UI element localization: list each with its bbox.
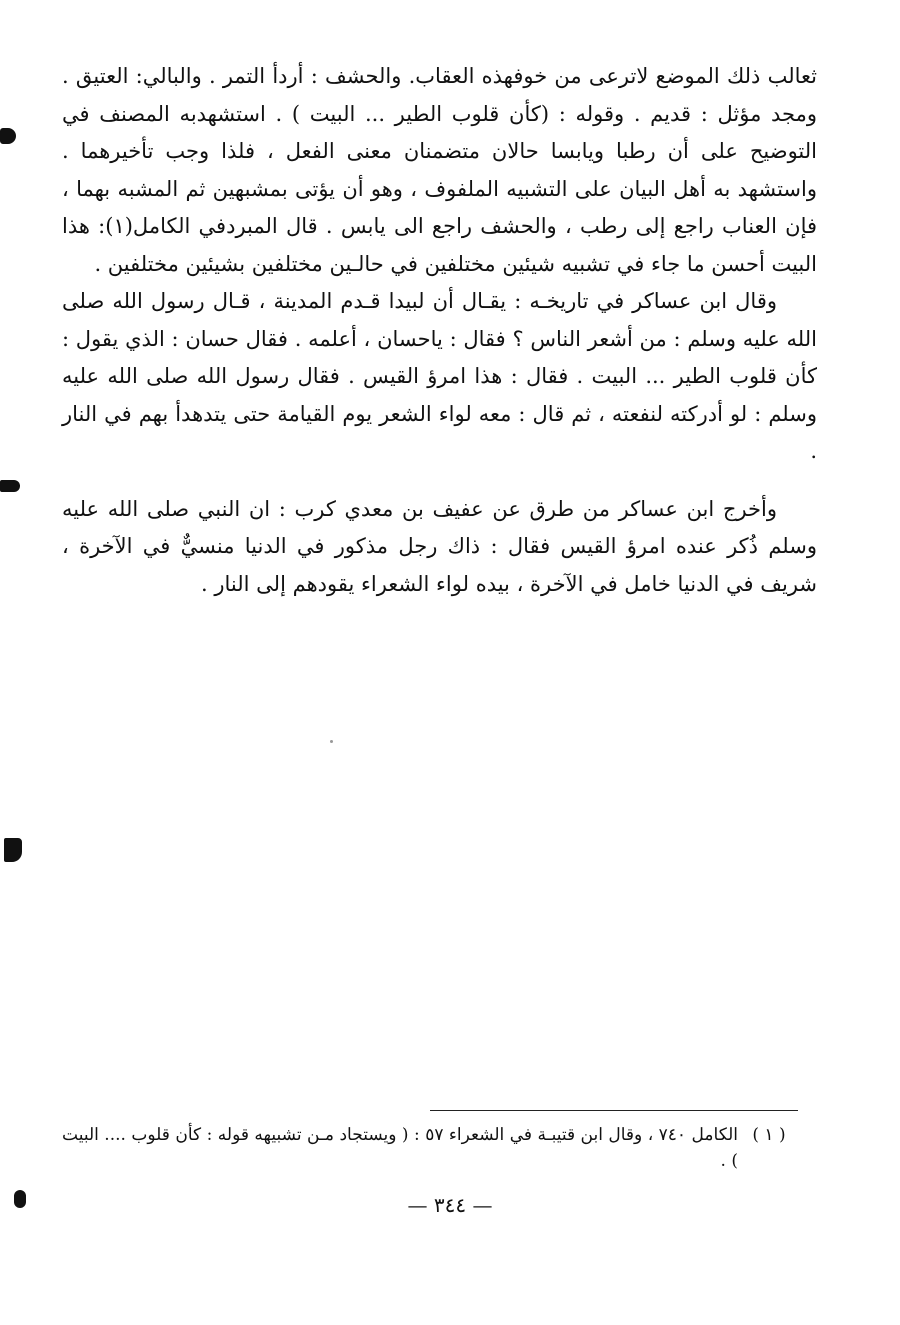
scan-speck <box>330 740 333 743</box>
footnote-marker: ( ١ ) <box>752 1125 786 1145</box>
scan-edge-mark <box>0 480 20 492</box>
scan-edge-mark <box>4 838 22 862</box>
paragraph-1: ثعالب ذلك الموضع لاترعى من خوفهذه العقاب. والحشف : أردأ التمر . والبالي: العتيق . ومجد مؤثل : قديم . وقوله : (كأن قلوب الطير ... البيت ) . استشهدبه المصنف في التوضيح على أن رطبا ويابسا حالان متضمنان معنى الفعل ، فلذا وجب تأخيرهما . واستشهد به أهل البيان على التشبيه الملفوف ، وهو أن يؤتى بمشبهين ثم المشبه بهما ، فإن العناب راجع إلى رطب ، والحشف راجع الى يابس . قال المبردفي الكامل(١): هذا البيت أحسن ما جاء في تشبيه شيئين مختلفين في حالـين مختلفين بشيئين مختلفين . <box>62 64 818 276</box>
footnote-text: الكامل ٧٤٠ ، وقال ابن قتيبـة في الشعراء ٥٧ : ( ويستجاد مـن تشبيهه قوله : كأن قلوب .... البيت ) . <box>62 1125 738 1171</box>
scan-edge-mark <box>0 128 16 144</box>
main-text <box>62 58 817 603</box>
paragraph-3: وأخرج ابن عساكر من طرق عن عفيف بن معدي كرب : ان النبي صلى الله عليه وسلم ذُكر عنده امرؤ القيس فقال : ذاك رجل مذكور في الدنيا منسيٌّ في الآخرة ، شريف في الدنيا خامل في الآخرة ، بيده لواء الشعراء يقودهم إلى النار . <box>62 496 817 596</box>
footnote-divider <box>430 1110 798 1111</box>
paragraph-2: وقال ابن عساكر في تاريخـه : يقـال أن لبيدا قـدم المدينة ، قـال رسول الله صلى الله عليه وسلم : من أشعر الناس ؟ فقال : ياحسان ، أعلمه . فقال حسان : الذي يقول : كأن قلوب الطير ... البيت . فقال : هذا امرؤ القيس . فقال رسول الله صلى الله عليه وسلم : لو أدركته لنفعته ، ثم قال : معه لواء الشعر يوم القيامة حتى يتدهدأ بهم في النار . <box>62 289 817 463</box>
page-number: — ٣٤٤ — <box>407 1193 493 1217</box>
